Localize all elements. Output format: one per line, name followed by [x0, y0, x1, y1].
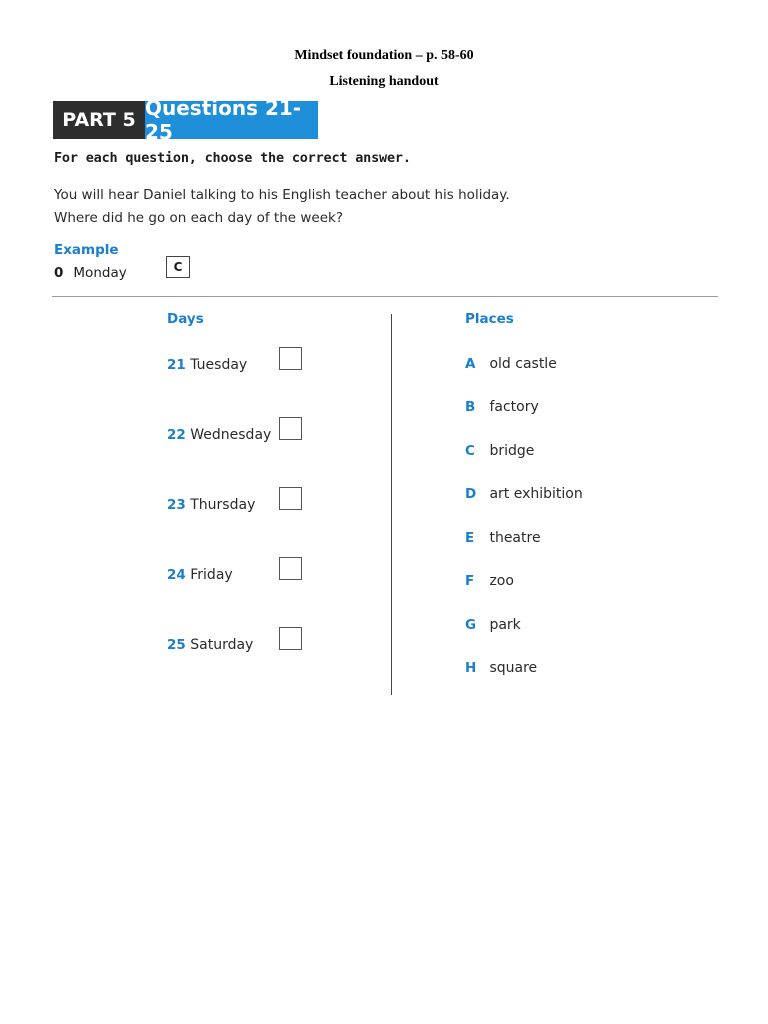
place-item — [465, 486, 583, 502]
questions-label: Questions 21-25 — [145, 101, 318, 139]
example-row — [54, 265, 127, 281]
document-subtitle: Listening handout — [329, 74, 439, 89]
place-name: zoo — [489, 573, 514, 589]
place-name: square — [489, 660, 538, 676]
example-answer-box: C — [166, 256, 190, 278]
place-letter: H — [465, 660, 477, 676]
place-letter: F — [465, 573, 475, 589]
question-number: 21 — [167, 357, 186, 373]
place-item — [465, 660, 537, 676]
question-number: 22 — [167, 427, 186, 443]
question-number: 23 — [167, 497, 186, 513]
context-line-2: Where did he go on each day of the week? — [54, 210, 343, 226]
place-letter: B — [465, 399, 476, 415]
question-row — [167, 497, 255, 513]
place-letter: G — [465, 617, 477, 633]
answer-box-25[interactable] — [279, 627, 302, 650]
place-item — [465, 530, 541, 546]
question-day: Tuesday — [190, 357, 248, 373]
place-letter: D — [465, 486, 477, 502]
place-name: park — [489, 617, 521, 633]
example-day: Monday — [73, 265, 127, 281]
question-row — [167, 567, 233, 583]
place-name: factory — [489, 399, 539, 415]
divider-vertical — [391, 314, 392, 695]
answer-box-23[interactable] — [279, 487, 302, 510]
place-letter: E — [465, 530, 475, 546]
question-day: Thursday — [190, 497, 256, 513]
question-row — [167, 427, 271, 443]
divider-horizontal — [52, 296, 718, 297]
places-header: Places — [465, 311, 514, 327]
example-label: Example — [54, 242, 119, 258]
place-letter: A — [465, 356, 476, 372]
place-item — [465, 399, 539, 415]
question-day: Saturday — [190, 637, 254, 653]
place-item — [465, 356, 557, 372]
place-item — [465, 617, 521, 633]
question-row — [167, 637, 253, 653]
days-header: Days — [167, 311, 204, 327]
instruction-text: For each question, choose the correct answer. — [54, 150, 411, 166]
place-name: bridge — [489, 443, 535, 459]
place-name: art exhibition — [489, 486, 583, 502]
place-item — [465, 573, 514, 589]
context-line-1: You will hear Daniel talking to his English teacher about his holiday. — [54, 187, 510, 203]
place-name: theatre — [489, 530, 541, 546]
question-number: 24 — [167, 567, 186, 583]
place-item — [465, 443, 534, 459]
answer-box-21[interactable] — [279, 347, 302, 370]
document-title: Mindset foundation – p. 58-60 — [294, 48, 474, 63]
question-row — [167, 357, 247, 373]
place-name: old castle — [489, 356, 557, 372]
question-day: Friday — [190, 567, 233, 583]
example-number: 0 — [54, 265, 64, 281]
question-day: Wednesday — [190, 427, 272, 443]
part-banner — [53, 96, 318, 144]
part-label: PART 5 — [53, 101, 145, 139]
answer-box-24[interactable] — [279, 557, 302, 580]
question-number: 25 — [167, 637, 186, 653]
answer-box-22[interactable] — [279, 417, 302, 440]
place-letter: C — [465, 443, 475, 459]
